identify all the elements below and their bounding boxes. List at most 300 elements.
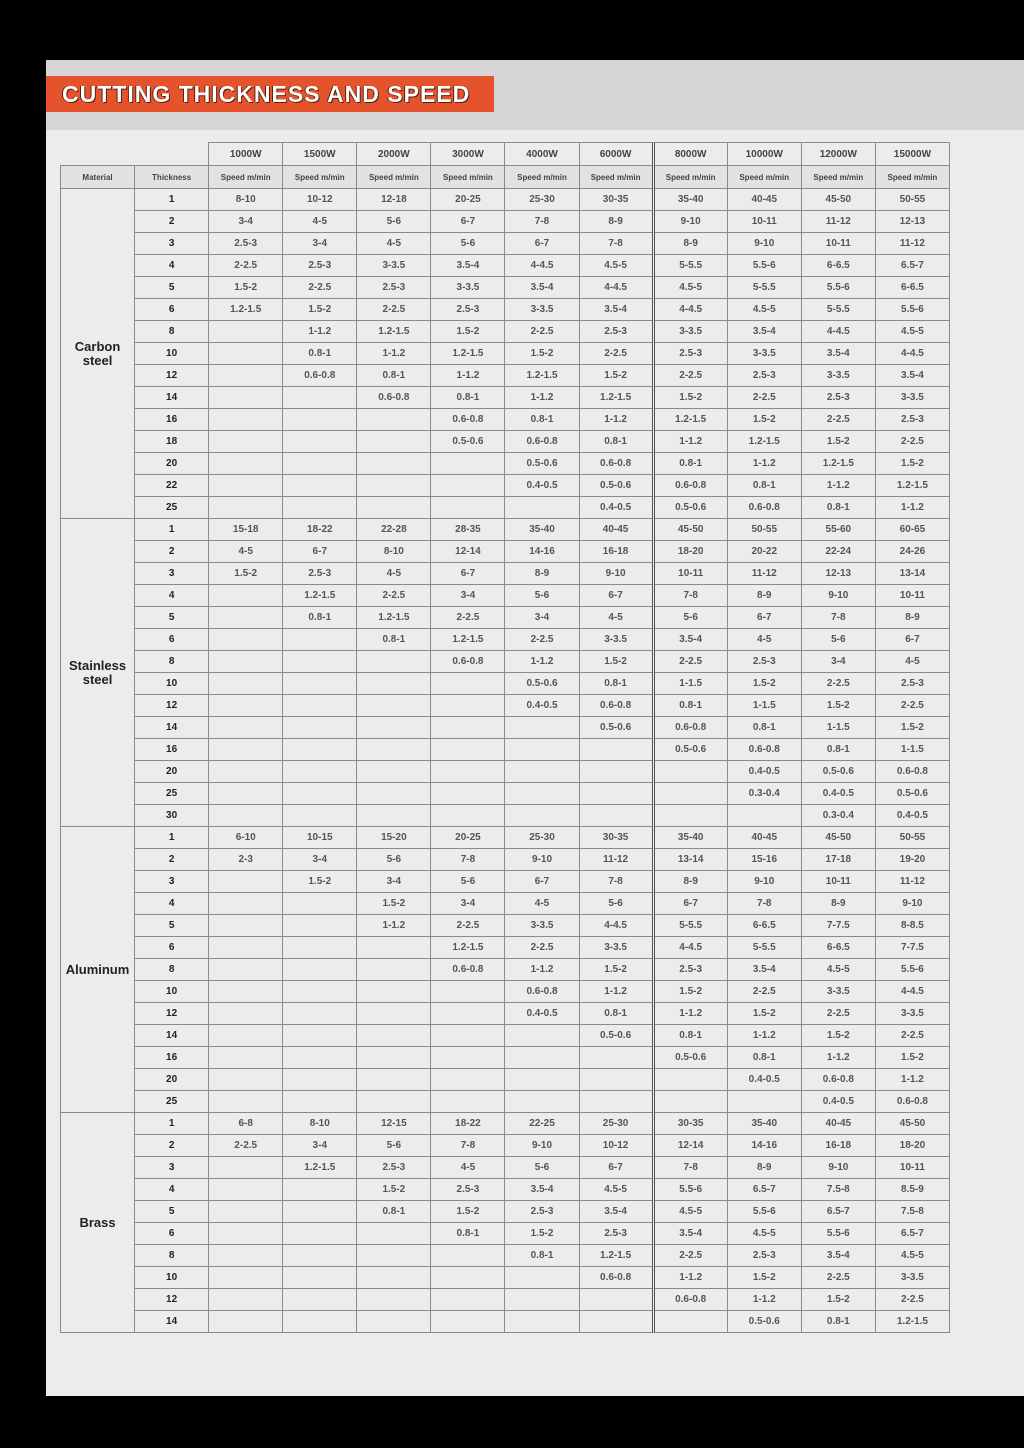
speed-cell: 25-30	[505, 827, 579, 849]
speed-cell	[505, 739, 579, 761]
speed-cell	[357, 497, 431, 519]
speed-cell: 3-3.5	[801, 981, 875, 1003]
speed-cell	[357, 673, 431, 695]
thickness-cell: 2	[135, 541, 209, 563]
speed-cell: 0.8-1	[727, 1047, 801, 1069]
unit-header: Speed m/min	[727, 166, 801, 189]
speed-cell: 0.5-0.6	[579, 475, 653, 497]
speed-cell: 2.5-3	[209, 233, 283, 255]
speed-cell: 6-7	[579, 585, 653, 607]
model-header: 4000W	[505, 143, 579, 166]
speed-cell: 1.5-2	[727, 1267, 801, 1289]
thickness-cell: 3	[135, 1157, 209, 1179]
speed-cell: 45-50	[801, 827, 875, 849]
speed-cell	[283, 1179, 357, 1201]
speed-cell: 1-1.2	[653, 431, 727, 453]
thickness-cell: 18	[135, 431, 209, 453]
speed-cell: 0.5-0.6	[727, 1311, 801, 1333]
speed-cell: 0.6-0.8	[727, 497, 801, 519]
speed-cell	[209, 1047, 283, 1069]
speed-cell	[209, 1245, 283, 1267]
speed-cell: 6-7	[727, 607, 801, 629]
table-row	[61, 1003, 950, 1025]
table-row	[61, 1157, 950, 1179]
thickness-cell: 1	[135, 519, 209, 541]
speed-cell: 0.6-0.8	[801, 1069, 875, 1091]
speed-cell: 0.8-1	[357, 629, 431, 651]
table-row	[61, 211, 950, 233]
speed-cell: 0.8-1	[505, 1245, 579, 1267]
speed-cell: 2-2.5	[875, 1289, 949, 1311]
table-row	[61, 343, 950, 365]
material-label: Brass	[61, 1113, 135, 1333]
speed-cell: 11-12	[579, 849, 653, 871]
speed-cell: 4-4.5	[875, 343, 949, 365]
thickness-cell: 2	[135, 1135, 209, 1157]
speed-cell: 1.2-1.5	[875, 475, 949, 497]
speed-cell: 12-13	[801, 563, 875, 585]
speed-cell: 0.8-1	[431, 387, 505, 409]
speed-cell	[209, 1003, 283, 1025]
speed-cell: 0.8-1	[653, 453, 727, 475]
speed-cell	[357, 695, 431, 717]
speed-cell	[653, 761, 727, 783]
speed-cell: 5-5.5	[653, 915, 727, 937]
speed-cell: 10-11	[727, 211, 801, 233]
speed-cell: 24-26	[875, 541, 949, 563]
speed-cell: 2.5-3	[431, 1179, 505, 1201]
speed-cell	[505, 783, 579, 805]
speed-cell: 3-3.5	[875, 1267, 949, 1289]
speed-cell: 18-20	[653, 541, 727, 563]
speed-cell	[283, 497, 357, 519]
speed-cell: 6-6.5	[875, 277, 949, 299]
speed-cell	[209, 651, 283, 673]
speed-cell	[209, 1069, 283, 1091]
speed-cell: 1-1.2	[801, 1047, 875, 1069]
speed-cell: 3.5-4	[431, 255, 505, 277]
table-row	[61, 453, 950, 475]
table-row	[61, 959, 950, 981]
speed-cell	[579, 805, 653, 827]
speed-cell	[209, 585, 283, 607]
speed-cell: 8-9	[653, 871, 727, 893]
speed-cell: 40-45	[727, 827, 801, 849]
speed-cell: 1.2-1.5	[431, 343, 505, 365]
speed-cell: 8-10	[209, 189, 283, 211]
speed-cell: 5-6	[431, 233, 505, 255]
speed-cell: 1.5-2	[505, 1223, 579, 1245]
speed-cell: 15-16	[727, 849, 801, 871]
speed-cell	[209, 1267, 283, 1289]
speed-cell: 1.2-1.5	[209, 299, 283, 321]
speed-cell: 10-12	[579, 1135, 653, 1157]
speed-cell: 1.5-2	[727, 409, 801, 431]
speed-cell: 2-2.5	[801, 409, 875, 431]
speed-cell: 5-6	[505, 1157, 579, 1179]
speed-cell: 17-18	[801, 849, 875, 871]
speed-cell: 6-7	[579, 1157, 653, 1179]
speed-cell	[209, 497, 283, 519]
speed-cell	[209, 343, 283, 365]
speed-cell	[357, 1069, 431, 1091]
speed-cell: 3.5-4	[505, 277, 579, 299]
speed-cell: 0.8-1	[727, 717, 801, 739]
speed-cell	[283, 1289, 357, 1311]
speed-cell: 1.5-2	[209, 277, 283, 299]
speed-cell: 4-4.5	[875, 981, 949, 1003]
speed-cell: 0.8-1	[579, 1003, 653, 1025]
speed-cell: 10-12	[283, 189, 357, 211]
speed-cell	[579, 1069, 653, 1091]
speed-cell: 6.5-7	[727, 1179, 801, 1201]
speed-cell	[357, 651, 431, 673]
speed-cell: 1.5-2	[431, 321, 505, 343]
thickness-cell: 5	[135, 915, 209, 937]
speed-cell: 4.5-5	[653, 1201, 727, 1223]
speed-cell	[209, 409, 283, 431]
speed-cell: 7-8	[653, 585, 727, 607]
speed-cell	[357, 805, 431, 827]
speed-cell	[431, 739, 505, 761]
material-header: Material	[61, 166, 135, 189]
table-row	[61, 1245, 950, 1267]
speed-cell: 5-5.5	[653, 255, 727, 277]
speed-cell: 1.2-1.5	[505, 365, 579, 387]
speed-cell: 5.5-6	[727, 255, 801, 277]
table-row	[61, 893, 950, 915]
speed-cell	[209, 1289, 283, 1311]
speed-cell: 1-1.2	[727, 453, 801, 475]
speed-cell: 30-35	[579, 189, 653, 211]
speed-cell	[431, 1025, 505, 1047]
speed-cell	[209, 321, 283, 343]
speed-cell: 1.5-2	[431, 1201, 505, 1223]
speed-cell: 2.5-3	[283, 255, 357, 277]
speed-cell	[357, 717, 431, 739]
speed-cell: 22-24	[801, 541, 875, 563]
speed-cell: 30-35	[579, 827, 653, 849]
speed-cell	[209, 1179, 283, 1201]
speed-cell	[505, 761, 579, 783]
speed-cell: 5.5-6	[801, 277, 875, 299]
speed-cell	[357, 409, 431, 431]
speed-cell: 6-7	[431, 211, 505, 233]
speed-cell: 4.5-5	[875, 321, 949, 343]
material-label: Aluminum	[61, 827, 135, 1113]
speed-cell: 2-2.5	[875, 431, 949, 453]
speed-cell: 4-4.5	[579, 277, 653, 299]
speed-cell	[283, 761, 357, 783]
speed-cell	[431, 1091, 505, 1113]
speed-cell: 4-4.5	[653, 299, 727, 321]
speed-cell: 3.5-4	[727, 959, 801, 981]
speed-cell: 4.5-5	[875, 1245, 949, 1267]
speed-cell	[505, 1025, 579, 1047]
table-row	[61, 739, 950, 761]
speed-cell: 5-5.5	[801, 299, 875, 321]
speed-cell	[283, 1047, 357, 1069]
speed-cell	[431, 453, 505, 475]
speed-cell: 0.5-0.6	[579, 717, 653, 739]
speed-cell: 0.5-0.6	[431, 431, 505, 453]
speed-cell: 1.5-2	[579, 651, 653, 673]
speed-cell	[283, 717, 357, 739]
speed-cell: 2-3	[209, 849, 283, 871]
speed-cell: 0.4-0.5	[505, 1003, 579, 1025]
thickness-cell: 14	[135, 717, 209, 739]
table-row	[61, 1179, 950, 1201]
table-row	[61, 1201, 950, 1223]
thickness-cell: 4	[135, 255, 209, 277]
thickness-cell: 1	[135, 827, 209, 849]
table-row	[61, 915, 950, 937]
speed-cell	[209, 937, 283, 959]
speed-cell	[579, 761, 653, 783]
table-row	[61, 607, 950, 629]
speed-cell: 1.2-1.5	[579, 1245, 653, 1267]
speed-cell: 19-20	[875, 849, 949, 871]
speed-cell: 5-5.5	[727, 937, 801, 959]
speed-cell	[283, 805, 357, 827]
table-row	[61, 497, 950, 519]
thickness-cell: 2	[135, 211, 209, 233]
speed-cell: 6-7	[875, 629, 949, 651]
table-row	[61, 783, 950, 805]
table-row	[61, 981, 950, 1003]
speed-cell	[431, 1069, 505, 1091]
speed-cell: 1-1.2	[801, 475, 875, 497]
speed-cell: 1-1.2	[505, 651, 579, 673]
table-row	[61, 871, 950, 893]
speed-cell: 1.2-1.5	[357, 607, 431, 629]
speed-cell: 0.8-1	[283, 343, 357, 365]
speed-cell: 16-18	[801, 1135, 875, 1157]
speed-cell: 6.5-7	[875, 255, 949, 277]
speed-cell	[209, 607, 283, 629]
speed-cell: 1-1.5	[801, 717, 875, 739]
speed-cell: 0.8-1	[727, 475, 801, 497]
speed-cell: 1.5-2	[801, 1289, 875, 1311]
speed-cell: 1-1.2	[431, 365, 505, 387]
speed-cell	[357, 783, 431, 805]
thickness-cell: 8	[135, 1245, 209, 1267]
speed-cell: 1.5-2	[357, 893, 431, 915]
table-body	[61, 189, 950, 1333]
speed-cell: 6-7	[283, 541, 357, 563]
speed-cell: 5-6	[505, 585, 579, 607]
thickness-cell: 25	[135, 1091, 209, 1113]
speed-cell: 2.5-3	[727, 651, 801, 673]
thickness-cell: 12	[135, 365, 209, 387]
speed-cell: 0.5-0.6	[653, 739, 727, 761]
speed-cell: 8-9	[875, 607, 949, 629]
thickness-cell: 5	[135, 607, 209, 629]
speed-cell: 4.5-5	[579, 1179, 653, 1201]
speed-cell	[505, 1091, 579, 1113]
speed-cell: 2-2.5	[431, 915, 505, 937]
speed-cell	[579, 783, 653, 805]
speed-cell	[283, 629, 357, 651]
speed-cell: 0.6-0.8	[579, 695, 653, 717]
speed-cell	[209, 783, 283, 805]
speed-cell: 6-8	[209, 1113, 283, 1135]
thickness-cell: 6	[135, 937, 209, 959]
speed-cell: 0.6-0.8	[431, 959, 505, 981]
speed-cell	[431, 761, 505, 783]
speed-cell: 12-15	[357, 1113, 431, 1135]
speed-cell	[209, 1311, 283, 1333]
speed-cell: 9-10	[579, 563, 653, 585]
speed-cell: 11-12	[727, 563, 801, 585]
thickness-cell: 6	[135, 299, 209, 321]
speed-cell	[357, 959, 431, 981]
speed-cell: 5-6	[801, 629, 875, 651]
speed-cell: 8-9	[801, 893, 875, 915]
speed-cell: 12-14	[653, 1135, 727, 1157]
speed-cell	[727, 1091, 801, 1113]
speed-cell	[209, 1201, 283, 1223]
thickness-cell: 16	[135, 1047, 209, 1069]
speed-cell	[209, 761, 283, 783]
speed-cell: 0.4-0.5	[579, 497, 653, 519]
thickness-cell: 14	[135, 1311, 209, 1333]
speed-cell	[283, 409, 357, 431]
speed-cell: 3.5-4	[505, 1179, 579, 1201]
speed-cell: 2-2.5	[283, 277, 357, 299]
speed-cell: 60-65	[875, 519, 949, 541]
speed-cell	[209, 871, 283, 893]
speed-cell: 35-40	[653, 827, 727, 849]
speed-cell	[209, 981, 283, 1003]
table-row	[61, 1025, 950, 1047]
speed-cell: 4-5	[431, 1157, 505, 1179]
speed-cell: 2-2.5	[801, 1267, 875, 1289]
speed-cell	[209, 1157, 283, 1179]
table-row	[61, 541, 950, 563]
speed-cell: 0.3-0.4	[801, 805, 875, 827]
speed-cell	[579, 1311, 653, 1333]
speed-cell: 35-40	[653, 189, 727, 211]
speed-cell: 7-8	[653, 1157, 727, 1179]
speed-cell: 1-1.2	[727, 1289, 801, 1311]
speed-cell: 14-16	[727, 1135, 801, 1157]
speed-cell: 1.5-2	[653, 387, 727, 409]
speed-cell: 11-12	[875, 233, 949, 255]
speed-cell: 8-9	[579, 211, 653, 233]
speed-cell: 6-7	[505, 233, 579, 255]
speed-cell: 2-2.5	[209, 255, 283, 277]
speed-cell: 0.5-0.6	[801, 761, 875, 783]
speed-cell: 1.5-2	[801, 695, 875, 717]
speed-cell: 0.3-0.4	[727, 783, 801, 805]
speed-cell	[209, 805, 283, 827]
table-row	[61, 321, 950, 343]
model-header: 12000W	[801, 143, 875, 166]
speed-cell: 4-4.5	[505, 255, 579, 277]
speed-cell	[283, 1069, 357, 1091]
speed-cell: 3.5-4	[579, 299, 653, 321]
speed-cell: 40-45	[579, 519, 653, 541]
table-row	[61, 1289, 950, 1311]
thickness-cell: 25	[135, 783, 209, 805]
speed-cell: 1.5-2	[727, 673, 801, 695]
speed-cell	[283, 1003, 357, 1025]
speed-cell: 0.4-0.5	[505, 475, 579, 497]
speed-cell: 3-3.5	[505, 299, 579, 321]
thickness-cell: 6	[135, 629, 209, 651]
speed-cell: 0.6-0.8	[727, 739, 801, 761]
speed-cell: 1.5-2	[801, 431, 875, 453]
thickness-cell: 4	[135, 585, 209, 607]
speed-cell: 9-10	[505, 1135, 579, 1157]
speed-cell: 1.5-2	[875, 1047, 949, 1069]
speed-cell: 3-4	[357, 871, 431, 893]
speed-cell	[283, 695, 357, 717]
speed-cell: 25-30	[505, 189, 579, 211]
speed-cell: 1.2-1.5	[431, 937, 505, 959]
table-row	[61, 1069, 950, 1091]
table-row	[61, 937, 950, 959]
speed-cell: 0.5-0.6	[653, 1047, 727, 1069]
speed-cell: 18-22	[283, 519, 357, 541]
speed-cell	[505, 805, 579, 827]
speed-cell	[283, 475, 357, 497]
speed-cell	[357, 1047, 431, 1069]
thickness-cell: 14	[135, 387, 209, 409]
speed-cell	[209, 673, 283, 695]
speed-cell: 0.4-0.5	[727, 761, 801, 783]
speed-cell: 10-11	[801, 233, 875, 255]
unit-header: Speed m/min	[431, 166, 505, 189]
speed-cell: 0.6-0.8	[505, 981, 579, 1003]
speed-cell: 45-50	[801, 189, 875, 211]
speed-cell: 0.4-0.5	[727, 1069, 801, 1091]
speed-cell: 6-7	[505, 871, 579, 893]
thickness-cell: 10	[135, 673, 209, 695]
speed-cell: 1-1.2	[579, 409, 653, 431]
table-row	[61, 827, 950, 849]
thickness-cell: 10	[135, 981, 209, 1003]
speed-cell: 1.5-2	[579, 365, 653, 387]
speed-cell: 1-1.2	[357, 915, 431, 937]
speed-cell: 50-55	[875, 189, 949, 211]
speed-cell: 1-1.2	[579, 981, 653, 1003]
speed-cell	[209, 475, 283, 497]
speed-cell: 4.5-5	[727, 299, 801, 321]
speed-cell: 2.5-3	[431, 299, 505, 321]
speed-cell: 0.6-0.8	[357, 387, 431, 409]
speed-cell: 1.5-2	[801, 1025, 875, 1047]
speed-cell	[579, 1047, 653, 1069]
speed-cell: 4-4.5	[653, 937, 727, 959]
speed-cell: 1.5-2	[727, 1003, 801, 1025]
speed-cell: 2.5-3	[505, 1201, 579, 1223]
thickness-cell: 30	[135, 805, 209, 827]
material-label: Stainless steel	[61, 519, 135, 827]
speed-cell	[283, 1267, 357, 1289]
speed-cell	[283, 959, 357, 981]
speed-cell	[505, 1267, 579, 1289]
thickness-cell: 12	[135, 695, 209, 717]
speed-cell	[431, 1047, 505, 1069]
thickness-cell: 12	[135, 1003, 209, 1025]
speed-cell	[283, 981, 357, 1003]
table-row	[61, 475, 950, 497]
speed-cell: 5-6	[431, 871, 505, 893]
speed-cell	[653, 1069, 727, 1091]
speed-cell: 55-60	[801, 519, 875, 541]
